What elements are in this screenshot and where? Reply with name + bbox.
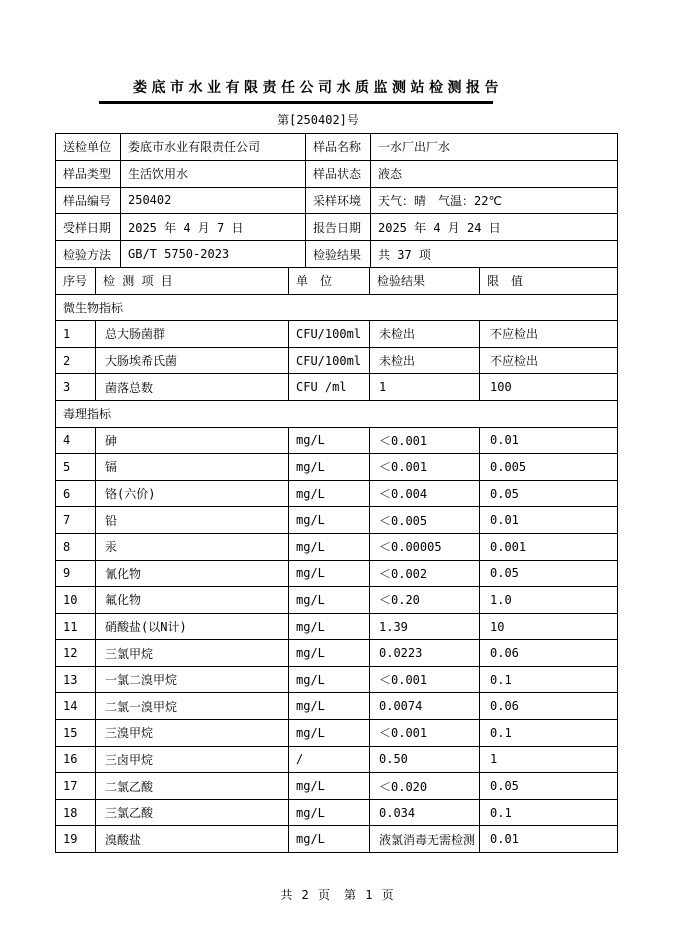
cell-result: 0.0074 <box>370 693 480 720</box>
column-header: 检验结果 <box>370 267 480 294</box>
cell-index: 6 <box>56 480 96 507</box>
info-label-cell: 送检单位 <box>56 134 121 161</box>
cell-unit: mg/L <box>289 533 370 560</box>
info-value-cell: 2025 年 4 月 7 日 <box>121 214 306 241</box>
result-row <box>56 560 618 587</box>
cell-item: 氰化物 <box>96 560 289 587</box>
cell-result: ＜0.001 <box>370 427 480 454</box>
info-table <box>55 133 618 268</box>
cell-result: ＜0.004 <box>370 480 480 507</box>
cell-item: 三氯甲烷 <box>96 640 289 667</box>
cell-index: 10 <box>56 587 96 614</box>
result-row <box>56 799 618 826</box>
cell-index: 11 <box>56 613 96 640</box>
cell-index: 9 <box>56 560 96 587</box>
cell-limit: 10 <box>480 613 618 640</box>
info-row <box>56 214 618 241</box>
info-value-cell: 一水厂出厂水 <box>371 134 618 161</box>
cell-limit: 不应检出 <box>480 347 618 374</box>
result-row <box>56 666 618 693</box>
cell-limit: 0.1 <box>480 666 618 693</box>
cell-limit: 0.005 <box>480 454 618 481</box>
cell-item: 总大肠菌群 <box>96 321 289 348</box>
cell-item: 二氯一溴甲烷 <box>96 693 289 720</box>
section-row <box>56 400 618 427</box>
cell-item: 砷 <box>96 427 289 454</box>
cell-limit: 0.01 <box>480 427 618 454</box>
cell-result: 液氯消毒无需检测 <box>370 826 480 853</box>
cell-limit: 0.06 <box>480 640 618 667</box>
cell-item: 三氯乙酸 <box>96 799 289 826</box>
result-row <box>56 613 618 640</box>
info-label-cell: 样品名称 <box>306 134 371 161</box>
cell-result: 0.50 <box>370 746 480 773</box>
info-value-cell: 娄底市水业有限责任公司 <box>121 134 306 161</box>
column-header: 限 值 <box>480 267 618 294</box>
info-row <box>56 134 618 161</box>
info-value-cell: 天气：晴 气温：22℃ <box>371 187 618 214</box>
cell-index: 18 <box>56 799 96 826</box>
results-table <box>55 267 618 853</box>
cell-result: 0.0223 <box>370 640 480 667</box>
cell-limit: 1.0 <box>480 587 618 614</box>
cell-unit: mg/L <box>289 826 370 853</box>
info-value-cell: 液态 <box>371 160 618 187</box>
cell-index: 4 <box>56 427 96 454</box>
result-row <box>56 533 618 560</box>
cell-result: ＜0.00005 <box>370 533 480 560</box>
cell-item: 溴酸盐 <box>96 826 289 853</box>
cell-unit: mg/L <box>289 587 370 614</box>
cell-limit: 100 <box>480 374 618 401</box>
result-row <box>56 507 618 534</box>
cell-index: 13 <box>56 666 96 693</box>
cell-result: 1 <box>370 374 480 401</box>
cell-index: 2 <box>56 347 96 374</box>
info-label-cell: 样品编号 <box>56 187 121 214</box>
info-value-cell: 250402 <box>121 187 306 214</box>
result-row <box>56 693 618 720</box>
cell-item: 一氯二溴甲烷 <box>96 666 289 693</box>
cell-result: ＜0.002 <box>370 560 480 587</box>
cell-result: 0.034 <box>370 799 480 826</box>
cell-unit: mg/L <box>289 613 370 640</box>
info-label-cell: 样品状态 <box>306 160 371 187</box>
info-label-cell: 检验方法 <box>56 241 121 268</box>
column-header: 检 测 项 目 <box>96 267 289 294</box>
result-row <box>56 773 618 800</box>
cell-limit: 0.001 <box>480 533 618 560</box>
result-row <box>56 587 618 614</box>
cell-limit: 0.06 <box>480 693 618 720</box>
section-label: 微生物指标 <box>56 294 618 321</box>
info-label-cell: 样品类型 <box>56 160 121 187</box>
cell-unit: CFU/100ml <box>289 321 370 348</box>
cell-unit: mg/L <box>289 720 370 747</box>
cell-limit: 0.05 <box>480 560 618 587</box>
cell-unit: mg/L <box>289 799 370 826</box>
info-label-cell: 受样日期 <box>56 214 121 241</box>
cell-unit: mg/L <box>289 454 370 481</box>
cell-index: 15 <box>56 720 96 747</box>
cell-unit: / <box>289 746 370 773</box>
cell-index: 14 <box>56 693 96 720</box>
cell-unit: mg/L <box>289 507 370 534</box>
cell-limit: 0.05 <box>480 773 618 800</box>
cell-item: 氟化物 <box>96 587 289 614</box>
cell-index: 12 <box>56 640 96 667</box>
cell-unit: mg/L <box>289 480 370 507</box>
result-row <box>56 640 618 667</box>
cell-result: 未检出 <box>370 347 480 374</box>
info-label-cell: 检验结果 <box>306 241 371 268</box>
cell-result: ＜0.20 <box>370 587 480 614</box>
cell-item: 镉 <box>96 454 289 481</box>
info-value-cell: GB/T 5750-2023 <box>121 241 306 268</box>
info-row <box>56 160 618 187</box>
cell-limit: 不应检出 <box>480 321 618 348</box>
cell-limit: 0.01 <box>480 507 618 534</box>
report-tables <box>55 133 617 853</box>
cell-limit: 1 <box>480 746 618 773</box>
cell-index: 16 <box>56 746 96 773</box>
info-row <box>56 187 618 214</box>
report-number: 第[250402]号 <box>277 113 359 127</box>
cell-unit: CFU /ml <box>289 374 370 401</box>
cell-unit: mg/L <box>289 640 370 667</box>
result-row <box>56 374 618 401</box>
cell-index: 8 <box>56 533 96 560</box>
results-table-body <box>56 294 618 852</box>
cell-result: ＜0.001 <box>370 666 480 693</box>
cell-result: 1.39 <box>370 613 480 640</box>
result-row <box>56 427 618 454</box>
cell-index: 19 <box>56 826 96 853</box>
cell-unit: mg/L <box>289 773 370 800</box>
cell-item: 二氯乙酸 <box>96 773 289 800</box>
cell-limit: 0.1 <box>480 720 618 747</box>
info-row <box>56 241 618 268</box>
info-value-cell: 生活饮用水 <box>121 160 306 187</box>
result-row <box>56 826 618 853</box>
cell-item: 三卤甲烷 <box>96 746 289 773</box>
cell-item: 三溴甲烷 <box>96 720 289 747</box>
title-underline <box>99 101 493 104</box>
cell-item: 铬(六价) <box>96 480 289 507</box>
section-row <box>56 294 618 321</box>
cell-unit: mg/L <box>289 560 370 587</box>
result-row <box>56 347 618 374</box>
result-row <box>56 454 618 481</box>
cell-limit: 0.05 <box>480 480 618 507</box>
cell-index: 17 <box>56 773 96 800</box>
section-label: 毒理指标 <box>56 400 618 427</box>
cell-result: ＜0.020 <box>370 773 480 800</box>
cell-index: 1 <box>56 321 96 348</box>
cell-unit: mg/L <box>289 666 370 693</box>
result-row <box>56 480 618 507</box>
cell-limit: 0.1 <box>480 799 618 826</box>
result-row <box>56 746 618 773</box>
cell-item: 菌落总数 <box>96 374 289 401</box>
column-header: 序号 <box>56 267 96 294</box>
cell-result: ＜0.001 <box>370 454 480 481</box>
results-header-row <box>56 267 618 294</box>
result-row <box>56 720 618 747</box>
info-label-cell: 采样环境 <box>306 187 371 214</box>
info-value-cell: 2025 年 4 月 24 日 <box>371 214 618 241</box>
cell-unit: mg/L <box>289 427 370 454</box>
cell-index: 7 <box>56 507 96 534</box>
page-footer: 共 2 页 第 1 页 <box>280 888 395 902</box>
cell-unit: CFU/100ml <box>289 347 370 374</box>
cell-item: 铅 <box>96 507 289 534</box>
cell-item: 汞 <box>96 533 289 560</box>
cell-result: ＜0.001 <box>370 720 480 747</box>
info-value-cell: 共 37 项 <box>371 241 618 268</box>
report-title: 娄底市水业有限责任公司水质监测站检测报告 <box>133 80 503 96</box>
cell-index: 5 <box>56 454 96 481</box>
cell-item: 大肠埃希氏菌 <box>96 347 289 374</box>
cell-result: ＜0.005 <box>370 507 480 534</box>
cell-item: 硝酸盐(以N计) <box>96 613 289 640</box>
result-row <box>56 321 618 348</box>
cell-unit: mg/L <box>289 693 370 720</box>
cell-index: 3 <box>56 374 96 401</box>
info-label-cell: 报告日期 <box>306 214 371 241</box>
cell-limit: 0.01 <box>480 826 618 853</box>
info-table-body <box>56 134 618 268</box>
column-header: 单 位 <box>289 267 370 294</box>
cell-result: 未检出 <box>370 321 480 348</box>
